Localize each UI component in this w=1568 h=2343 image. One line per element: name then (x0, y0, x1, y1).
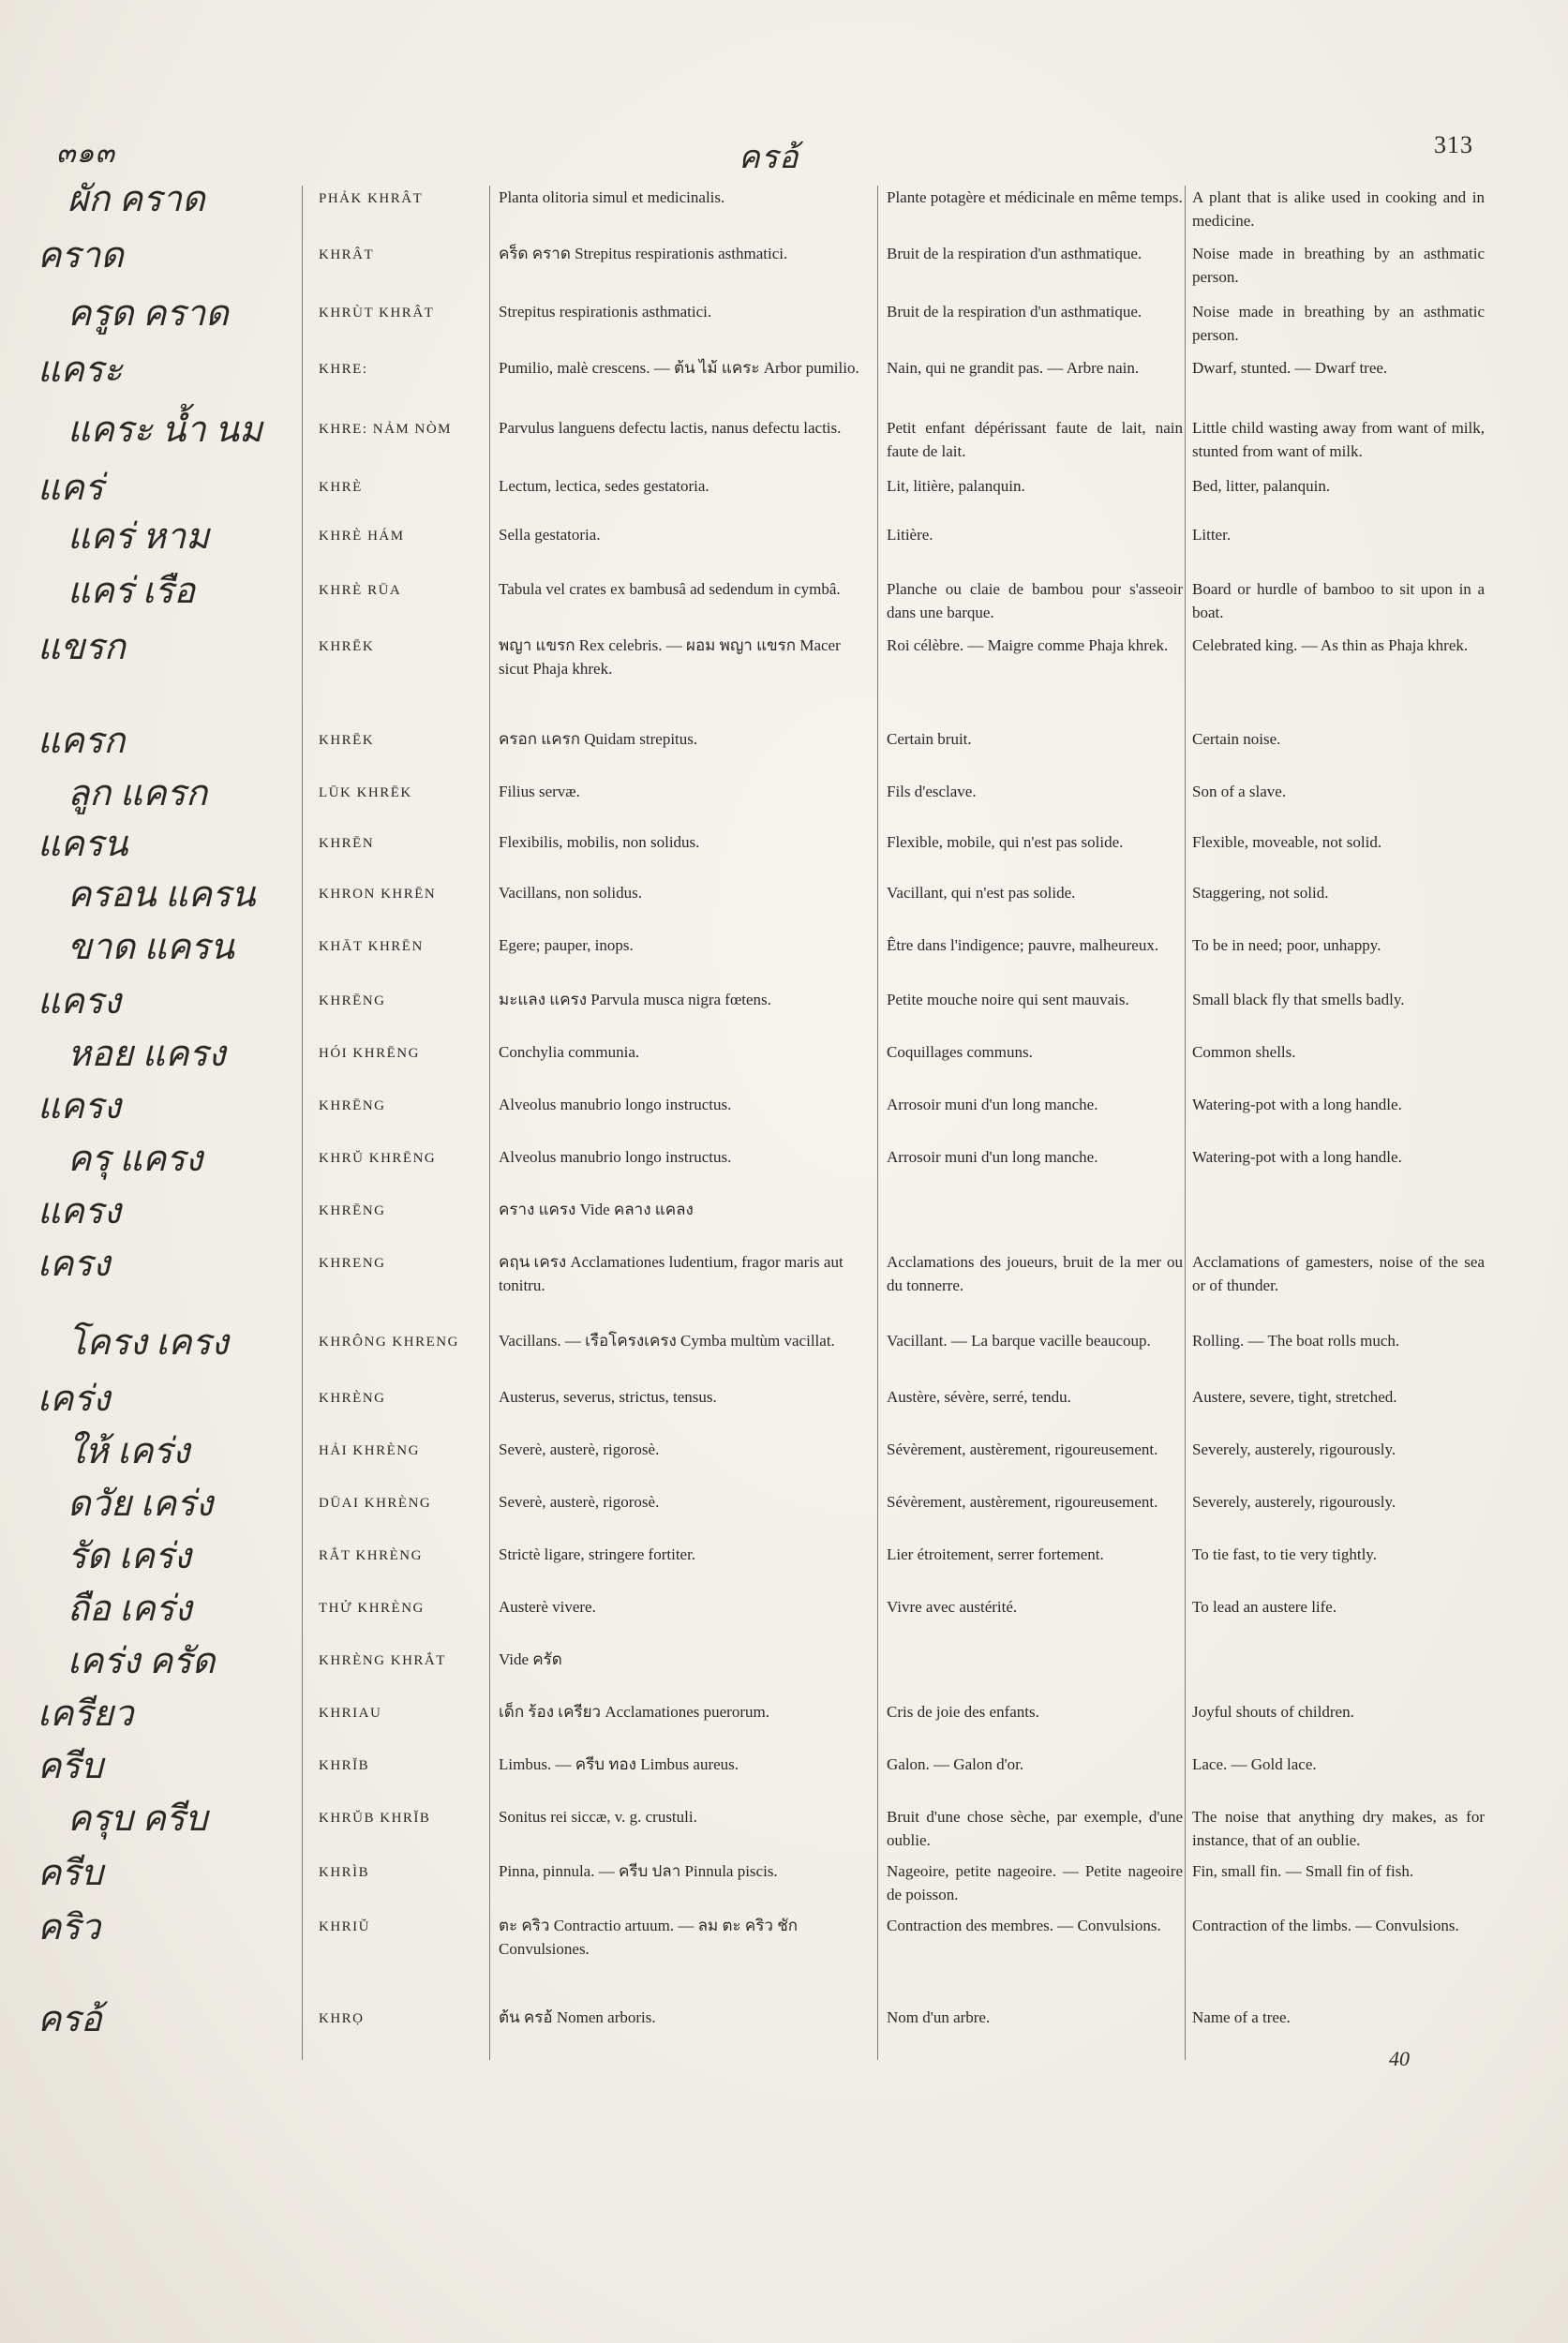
thai-headword: แคร่ เรือ (67, 572, 196, 611)
thai-headword: แครง (37, 1192, 121, 1231)
french-definition: Petit enfant dépérissant faute de lait, nain faute de lait. (887, 419, 1183, 460)
french-definition: Vacillant. — La barque vacille beaucoup. (887, 1332, 1151, 1350)
english-definition: Small black fly that smells badly. (1192, 991, 1405, 1008)
thai-headword: คราด (37, 236, 124, 276)
thai-headword: ครุ แครง (67, 1140, 203, 1179)
english-definition: Staggering, not solid. (1192, 884, 1329, 902)
french-definition: Litière. (887, 526, 933, 544)
column-divider (1185, 186, 1186, 2060)
english-definition: Noise made in breathing by an asthmatic person. (1192, 245, 1485, 286)
thai-headword: แคระ น้ำ นม (67, 410, 263, 450)
french-definition: Roi célèbre. — Maigre comme Phaja khrek. (887, 636, 1169, 654)
french-definition: Bruit de la respiration d'un asthmatique. (887, 303, 1142, 321)
latin-definition: Tabula vel crates ex bambusâ ad sedendum in cymbâ. (499, 580, 841, 598)
latin-definition: Filius servæ. (499, 783, 580, 800)
romanization: KHRĒK (319, 639, 375, 654)
french-definition: Vivre avec austérité. (887, 1598, 1018, 1616)
thai-headword: ถือ เคร่ง (67, 1589, 192, 1629)
english-definition: Flexible, moveable, not solid. (1192, 833, 1382, 851)
romanization: THỬ KHRÈNG (319, 1601, 425, 1616)
latin-definition: Vacillans, non solidus. (499, 884, 642, 902)
french-definition: Austère, sévère, serré, tendu. (887, 1388, 1071, 1406)
english-definition: Certain noise. (1192, 730, 1281, 748)
english-definition: To lead an austere life. (1192, 1598, 1337, 1616)
romanization: KHRĒNG (319, 1098, 386, 1113)
french-definition: Sévèrement, austèrement, rigoureusement. (887, 1440, 1158, 1458)
thai-headword: ดวัย เคร่ง (67, 1485, 214, 1524)
romanization: KHRĬB (319, 1758, 370, 1773)
english-definition: Board or hurdle of bamboo to sit upon in a boat. (1192, 580, 1485, 621)
romanization: KHRŬB KHRĬB (319, 1811, 431, 1826)
french-definition: Fils d'esclave. (887, 783, 977, 800)
thai-headword: แครน (37, 825, 128, 864)
thai-headword: แคร่ (37, 469, 104, 508)
thai-headword: ครีบ (37, 1747, 103, 1786)
french-definition: Lier étroitement, serrer fortement. (887, 1545, 1104, 1563)
thai-headword: เครง (37, 1245, 111, 1284)
running-headword: ครอ้ (739, 141, 799, 175)
romanization: KHRÙT KHRÂT (319, 306, 435, 321)
latin-definition: Flexibilis, mobilis, non solidus. (499, 833, 700, 851)
french-definition: Arrosoir muni d'un long manche. (887, 1096, 1098, 1113)
latin-definition: คร็ด คราด Strepitus respirationis asthmatici. (499, 245, 788, 262)
thai-headword: แขรก (37, 628, 126, 667)
latin-definition: พญา แขรก Rex celebris. — ผอม พญา แขรก Macer sicut Phaja khrek. (499, 636, 841, 678)
latin-definition: Austerè vivere. (499, 1598, 596, 1616)
romanization: LŪK KHRĒK (319, 785, 412, 800)
latin-definition: ต้น ครอ้ Nomen arboris. (499, 2008, 656, 2026)
english-definition: Watering-pot with a long handle. (1192, 1096, 1402, 1113)
romanization: KHRÔNG KHRENG (319, 1335, 459, 1350)
romanization: KHRÈ (319, 480, 363, 495)
french-definition: Nom d'un arbre. (887, 2008, 991, 2026)
latin-definition: Parvulus languens defectu lactis, nanus defectu lactis. (499, 419, 842, 437)
english-definition: Noise made in breathing by an asthmatic person. (1192, 303, 1485, 344)
romanization: HÓI KHRĒNG (319, 1046, 420, 1061)
romanization: KHRĒN (319, 836, 375, 851)
thai-headword: ผัก คราด (67, 180, 205, 219)
english-definition: Severely, austerely, rigourously. (1192, 1440, 1396, 1458)
latin-definition: Strepitus respirationis asthmatici. (499, 303, 712, 321)
latin-definition: Vide ครัด (499, 1650, 562, 1668)
romanization: KHRIAU (319, 1706, 382, 1721)
romanization: KHRỌ (319, 2011, 365, 2026)
latin-definition: Conchylia communia. (499, 1043, 640, 1061)
latin-definition: Vacillans. — เรือโครงเครง Cymba multùm vacillat. (499, 1332, 835, 1350)
thai-headword: แครง (37, 1087, 121, 1127)
thai-headword: ครูด คราด (67, 294, 229, 334)
column-divider (489, 186, 490, 2060)
latin-definition: Austerus, severus, strictus, tensus. (499, 1388, 717, 1406)
english-definition: Acclamations of gamesters, noise of the sea or of thunder. (1192, 1253, 1485, 1294)
french-definition: Lit, litière, palanquin. (887, 477, 1025, 495)
french-definition: Certain bruit. (887, 730, 972, 748)
thai-headword: หอย แครง (67, 1035, 226, 1074)
english-definition: Austere, severe, tight, stretched. (1192, 1388, 1397, 1406)
romanization: KHRĒNG (319, 993, 386, 1008)
english-definition: Celebrated king. — As thin as Phaja khrek. (1192, 636, 1469, 654)
english-definition: Lace. — Gold lace. (1192, 1755, 1317, 1773)
romanization: KHRĒNG (319, 1203, 386, 1218)
latin-definition: Strictè ligare, stringere fortiter. (499, 1545, 696, 1563)
thai-headword: แคร่ หาม (67, 517, 210, 557)
thai-headword: แครก (37, 722, 126, 761)
latin-definition: Egere; pauper, inops. (499, 936, 634, 954)
column-divider (302, 186, 303, 2060)
latin-definition: Limbus. — ครีบ ทอง Limbus aureus. (499, 1755, 739, 1773)
french-definition: Planche ou claie de bambou pour s'asseoir dans une barque. (887, 580, 1183, 621)
thai-headword: ขาด แครน (67, 928, 234, 967)
english-definition: Watering-pot with a long handle. (1192, 1148, 1402, 1166)
french-definition: Plante potagère et médicinale en même temps. (887, 188, 1183, 206)
latin-definition: Severè, austerè, rigorosè. (499, 1493, 660, 1511)
english-definition: Common shells. (1192, 1043, 1296, 1061)
thai-headword: ลูก แครก (67, 774, 208, 813)
english-definition: Contraction of the limbs. — Convulsions. (1192, 1917, 1459, 1934)
folio-mark: 40 (1389, 2047, 1410, 2070)
latin-definition: มะแลง แครง Parvula musca nigra fœtens. (499, 991, 771, 1008)
english-definition: Bed, litter, palanquin. (1192, 477, 1331, 495)
french-definition: Nain, qui ne grandit pas. — Arbre nain. (887, 359, 1140, 377)
english-definition: The noise that anything dry makes, as for instance, that of an oublie. (1192, 1808, 1485, 1849)
romanization: KHĀT KHRĒN (319, 939, 424, 954)
french-definition: Acclamations des joueurs, bruit de la mer ou du tonnerre. (887, 1253, 1183, 1294)
romanization: KHRŬ KHRĒNG (319, 1151, 437, 1166)
latin-definition: Severè, austerè, rigorosè. (499, 1440, 660, 1458)
english-definition: Severely, austerely, rigourously. (1192, 1493, 1396, 1511)
english-definition: Son of a slave. (1192, 783, 1287, 800)
french-definition: Flexible, mobile, qui n'est pas solide. (887, 833, 1124, 851)
latin-definition: Sella gestatoria. (499, 526, 601, 544)
thai-headword: แคระ (37, 351, 123, 390)
thai-headword: ครอ้ (37, 2000, 102, 2039)
thai-headword: โครง เครง (67, 1323, 229, 1363)
romanization: KHRIŬ (319, 1919, 370, 1934)
latin-definition: คฤน เครง Acclamationes ludentium, fragor maris aut tonitru. (499, 1253, 844, 1294)
english-definition: A plant that is alike used in cooking and in medicine. (1192, 188, 1485, 230)
latin-definition: ตะ คริว Contractio artuum. — ลม ตะ คริว ชัก Convulsiones. (499, 1917, 799, 1958)
french-definition: Nageoire, petite nageoire. — Petite nageoire de poisson. (887, 1862, 1183, 1903)
english-definition: Name of a tree. (1192, 2008, 1291, 2026)
romanization: RẮT KHRÈNG (319, 1548, 423, 1563)
thai-headword: เคร่ง (37, 1380, 111, 1419)
french-definition: Galon. — Galon d'or. (887, 1755, 1024, 1773)
romanization: KHRENG (319, 1256, 386, 1271)
english-definition: To tie fast, to tie very tightly. (1192, 1545, 1377, 1563)
latin-definition: เด็ก ร้อง เครียว Acclamationes puerorum. (499, 1703, 769, 1721)
french-definition: Vacillant, qui n'est pas solide. (887, 884, 1076, 902)
romanization: HẢI KHRÈNG (319, 1443, 420, 1458)
english-definition: To be in need; poor, unhappy. (1192, 936, 1381, 954)
french-definition: Coquillages communs. (887, 1043, 1033, 1061)
latin-definition: Sonitus rei siccæ, v. g. crustuli. (499, 1808, 697, 1826)
thai-page-number: ๓๑๓ (56, 138, 116, 169)
latin-definition: Alveolus manubrio longo instructus. (499, 1096, 732, 1113)
romanization: KHRĒK (319, 733, 375, 748)
english-definition: Dwarf, stunted. — Dwarf tree. (1192, 359, 1388, 377)
thai-headword: ครีบ (37, 1854, 103, 1893)
latin-definition: Alveolus manubrio longo instructus. (499, 1148, 732, 1166)
column-divider (877, 186, 878, 2060)
thai-headword: เคร่ง ครัด (67, 1642, 216, 1681)
romanization: KHRÈNG KHRẮT (319, 1653, 446, 1668)
latin-definition: Pinna, pinnula. — ครีบ ปลา Pinnula piscis. (499, 1862, 778, 1880)
romanization: KHRON KHRĒN (319, 887, 437, 902)
romanization: KHRÈNG (319, 1391, 386, 1406)
latin-definition: คราง แครง Vide คลาง แคลง (499, 1201, 694, 1218)
romanization: KHRÈ RŪA (319, 583, 402, 598)
page-number: 313 (1434, 131, 1473, 158)
thai-headword: แครง (37, 982, 121, 1022)
french-definition: Petite mouche noire qui sent mauvais. (887, 991, 1129, 1008)
french-definition: Bruit de la respiration d'un asthmatique. (887, 245, 1142, 262)
romanization: KHRÂT (319, 247, 375, 262)
english-definition: Joyful shouts of children. (1192, 1703, 1354, 1721)
latin-definition: Lectum, lectica, sedes gestatoria. (499, 477, 709, 495)
latin-definition: Planta olitoria simul et medicinalis. (499, 188, 725, 206)
romanization: DŪAI KHRÈNG (319, 1496, 432, 1511)
french-definition: Bruit d'une chose sèche, par exemple, d'une oublie. (887, 1808, 1183, 1849)
latin-definition: Pumilio, malè crescens. — ต้น ไม้ แคระ Arbor pumilio. (499, 359, 859, 377)
thai-headword: เครียว (37, 1694, 134, 1734)
romanization: KHRÈ HÁM (319, 529, 405, 544)
french-definition: Sévèrement, austèrement, rigoureusement. (887, 1493, 1158, 1511)
romanization: KHRE: (319, 362, 368, 377)
english-definition: Fin, small fin. — Small fin of fish. (1192, 1862, 1414, 1880)
french-definition: Arrosoir muni d'un long manche. (887, 1148, 1098, 1166)
romanization: KHRÌB (319, 1865, 370, 1880)
romanization: PHẢK KHRÂT (319, 191, 424, 206)
french-definition: Contraction des membres. — Convulsions. (887, 1917, 1161, 1934)
thai-headword: ครอน แครน (67, 875, 256, 915)
english-definition: Little child wasting away from want of milk, stunted from want of milk. (1192, 419, 1485, 460)
thai-headword: คริว (37, 1908, 101, 1948)
english-definition: Litter. (1192, 526, 1232, 544)
latin-definition: ครอก แครก Quidam strepitus. (499, 730, 698, 748)
thai-headword: รัด เคร่ง (67, 1537, 191, 1576)
thai-headword: ให้ เคร่ง (67, 1432, 190, 1471)
romanization: KHRE: NẢM NÒM (319, 422, 453, 437)
english-definition: Rolling. — The boat rolls much. (1192, 1332, 1400, 1350)
french-definition: Être dans l'indigence; pauvre, malheureux. (887, 936, 1159, 954)
thai-headword: ครุบ ครีบ (67, 1799, 208, 1839)
french-definition: Cris de joie des enfants. (887, 1703, 1039, 1721)
